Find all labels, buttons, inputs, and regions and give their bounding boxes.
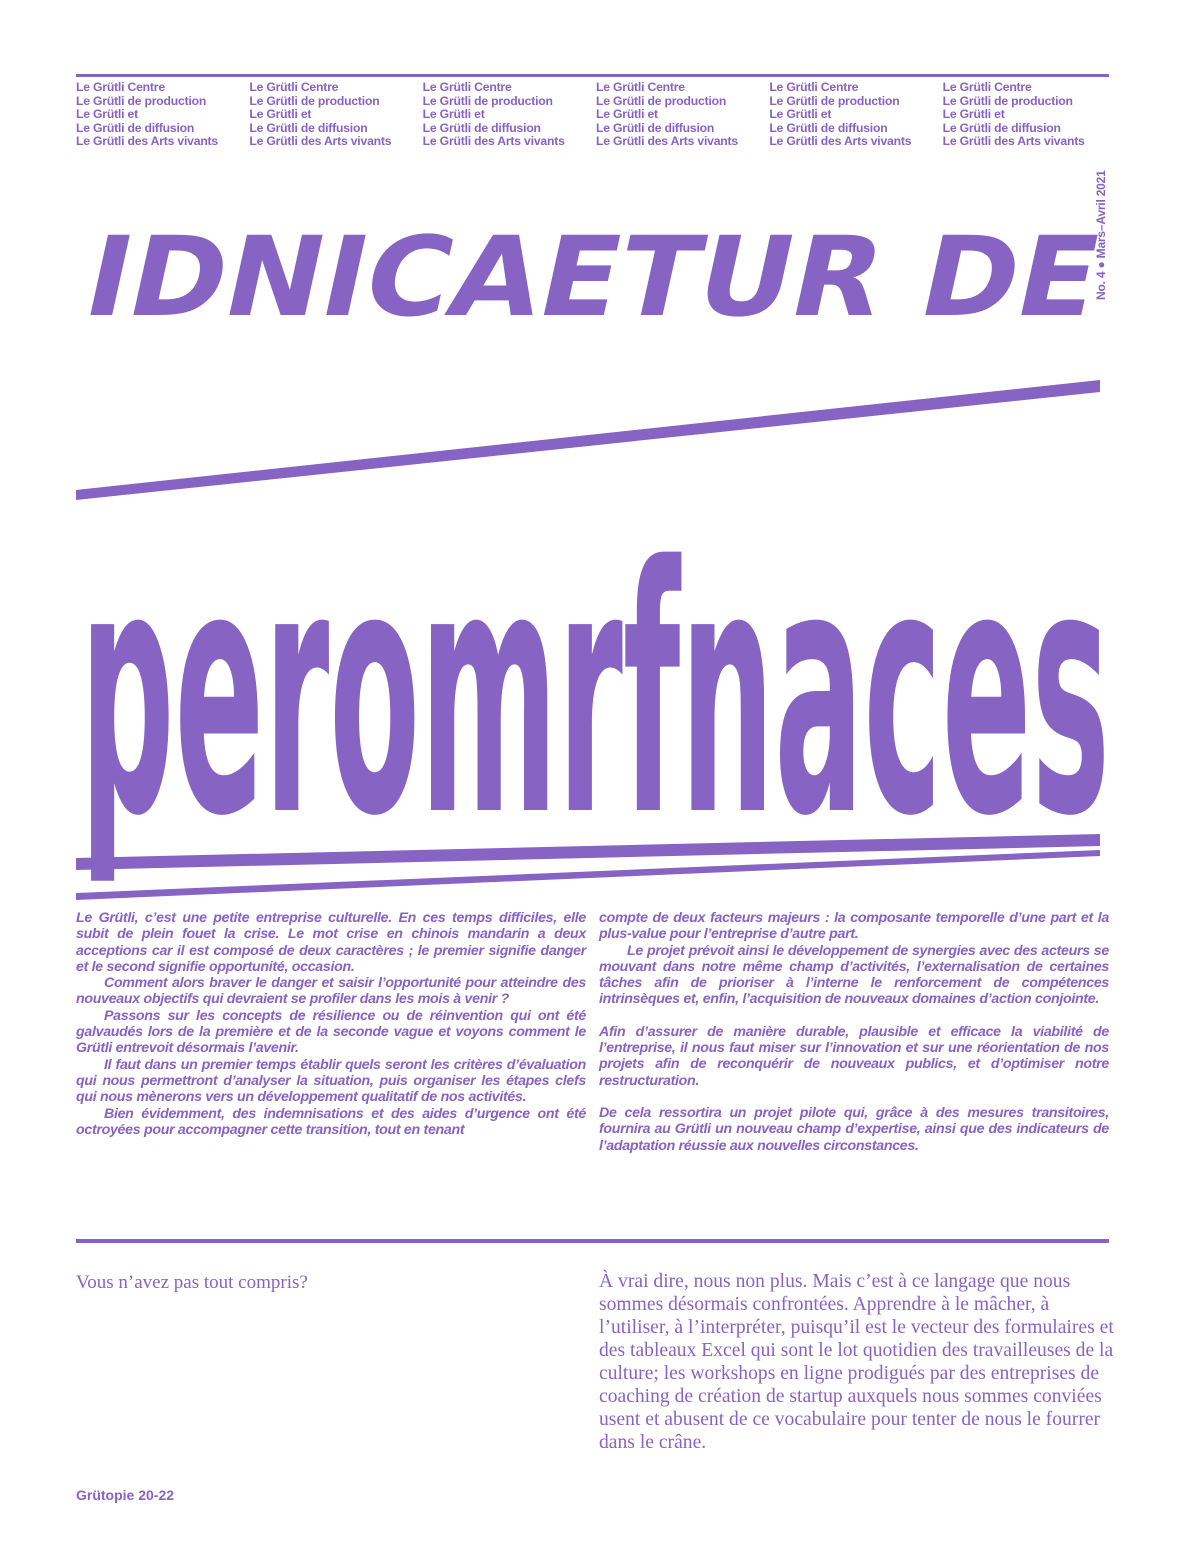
header-line: Le Grütli de diffusion [422, 120, 541, 135]
header-line: Le Grütli de production [422, 93, 553, 108]
header-line: Le Grütli de production [942, 93, 1073, 108]
header-line: Le Grütli Centre [769, 80, 859, 94]
header-line: Le Grütli de production [249, 93, 380, 108]
header-line: Le Grütli de diffusion [942, 120, 1061, 135]
diagonal-band-upper [76, 380, 1100, 500]
question-text: Vous n’avez pas tout compris? [76, 1272, 308, 1293]
middle-rule [76, 1239, 1109, 1243]
header-line: Le Grütli et [422, 107, 485, 122]
header-line: Le Grütli de diffusion [769, 120, 888, 135]
title-line-1: IDNICAETUR DE [73, 214, 1062, 342]
header-line: Le Grütli des Arts vivants [595, 134, 738, 149]
header-line: Le Grütli des Arts vivants [942, 134, 1085, 149]
header-line: Le Grütli et [942, 107, 1005, 122]
header-line: Le Grütli Centre [422, 80, 512, 94]
header-line: Le Grütli et [769, 107, 832, 122]
header-line: Le Grütli Centre [595, 80, 685, 94]
body-paragraph: De cela ressortira un projet pilote qui, grâce à des mesures transitoires, fournira au Grütli un nouveau champ d’expertise, ainsi que des indicateurs de l’adaptation réussie aux nouvelles circonstances. [599, 1104, 1109, 1154]
header-line: Le Grütli de production [769, 93, 900, 108]
header-line: Le Grütli de production [76, 93, 207, 108]
body-paragraph: Passons sur les concepts de résilience ou de réinvention qui ont été galvaudés lors de la première et de la seconde vague et voyons comment le Grütli entrevoit désormais l’avenir. [76, 1007, 586, 1057]
body-paragraph: Il faut dans un premier temps établir quels seront les critères d’évaluation qui nous permettront d’analyser la situation, puis organiser les étapes clefs qui nous mènerons vers un développement qualitatif de nos activités. [76, 1056, 586, 1106]
header-line: Le Grütli de diffusion [595, 120, 715, 135]
header-line: Le Grütli de diffusion [249, 120, 368, 135]
title-line-2: peromrfnaces [80, 495, 1110, 891]
header-line: Le Grütli et [76, 107, 138, 122]
body-paragraph: Afin d’assurer de manière durable, plausible et efficace la viabilité de l’entreprise, il nous faut miser sur l’innovation et sur une réorientation de nos projets afin de reconquérir de nouveaux publics, et d’optimiser notre restructuration. [599, 1023, 1109, 1089]
body-column-left [76, 910, 586, 1138]
header-line: Le Grütli des Arts vivants [422, 134, 565, 149]
body-paragraph: Le projet prévoit ainsi le développement de synergies avec des acteurs se mouvant dans notre même champ d’activités, l’externalisation de certaines tâches afin de prioriser à l’interne le renforcement de compétences intrinsèques et, enfin, l’acquisition de nouveaux domaines d’action conjointe. [599, 942, 1109, 1008]
header-line: Le Grütli et [595, 107, 658, 122]
header-line: Le Grütli Centre [942, 80, 1032, 94]
header-line: Le Grütli de diffusion [76, 120, 195, 135]
body-paragraph: Le Grütli, c’est une petite entreprise culturelle. En ces temps difficiles, elle subit de plein fouet la crise. Le mot crise en chinois mandarin a deux acceptions car il est composé de deux caractères ; le premier signifie danger et le second signifie opportunité, occasion. [76, 910, 586, 975]
header-line: Le Grütli des Arts vivants [249, 134, 392, 149]
body-paragraph: compte de deux facteurs majeurs : la composante temporelle d’une part et la plus-value pour l’entreprise d’autre part. [599, 910, 1109, 943]
header-line: Le Grütli et [249, 107, 312, 122]
header-line: Le Grütli des Arts vivants [76, 134, 218, 149]
answer-text: À vrai dire, nous non plus. Mais c’est à ce langage que nous sommes désormais confrontées. Apprendre à le mâcher, à l’utiliser, à l’interpréter, puisqu’il est le vecteur des formulaires et des tableaux Excel qui sont le lot quotidien des travailleuses de la culture; les workshops en ligne prodigués par des entreprises de coaching de création de startup auxquels nous sommes conviées usent et abusent de ce vocabulaire pour tenter de nous le fourrer dans le crâne. [599, 1271, 1114, 1453]
header-line: Le Grütli de production [595, 93, 727, 108]
header-line: Le Grütli Centre [76, 80, 165, 94]
body-paragraph: Bien évidemment, des indemnisations et des aides d’urgence ont été octroyées pour accompagner cette transition, tout en tenant [76, 1105, 586, 1138]
body-paragraph: Comment alors braver le danger et saisir l’opportunité pour atteindre des nouveaux objectifs qui devraient se profiler dans les mois à venir ? [76, 975, 586, 1008]
footer-label: Grütopie 20-22 [76, 1487, 175, 1503]
issue-date: No. 4 ● Mars–Avril 2021 [1094, 170, 1108, 300]
header-line: Le Grütli Centre [249, 80, 339, 94]
body-column-right [599, 910, 1109, 1154]
header-line: Le Grütli des Arts vivants [769, 134, 912, 149]
